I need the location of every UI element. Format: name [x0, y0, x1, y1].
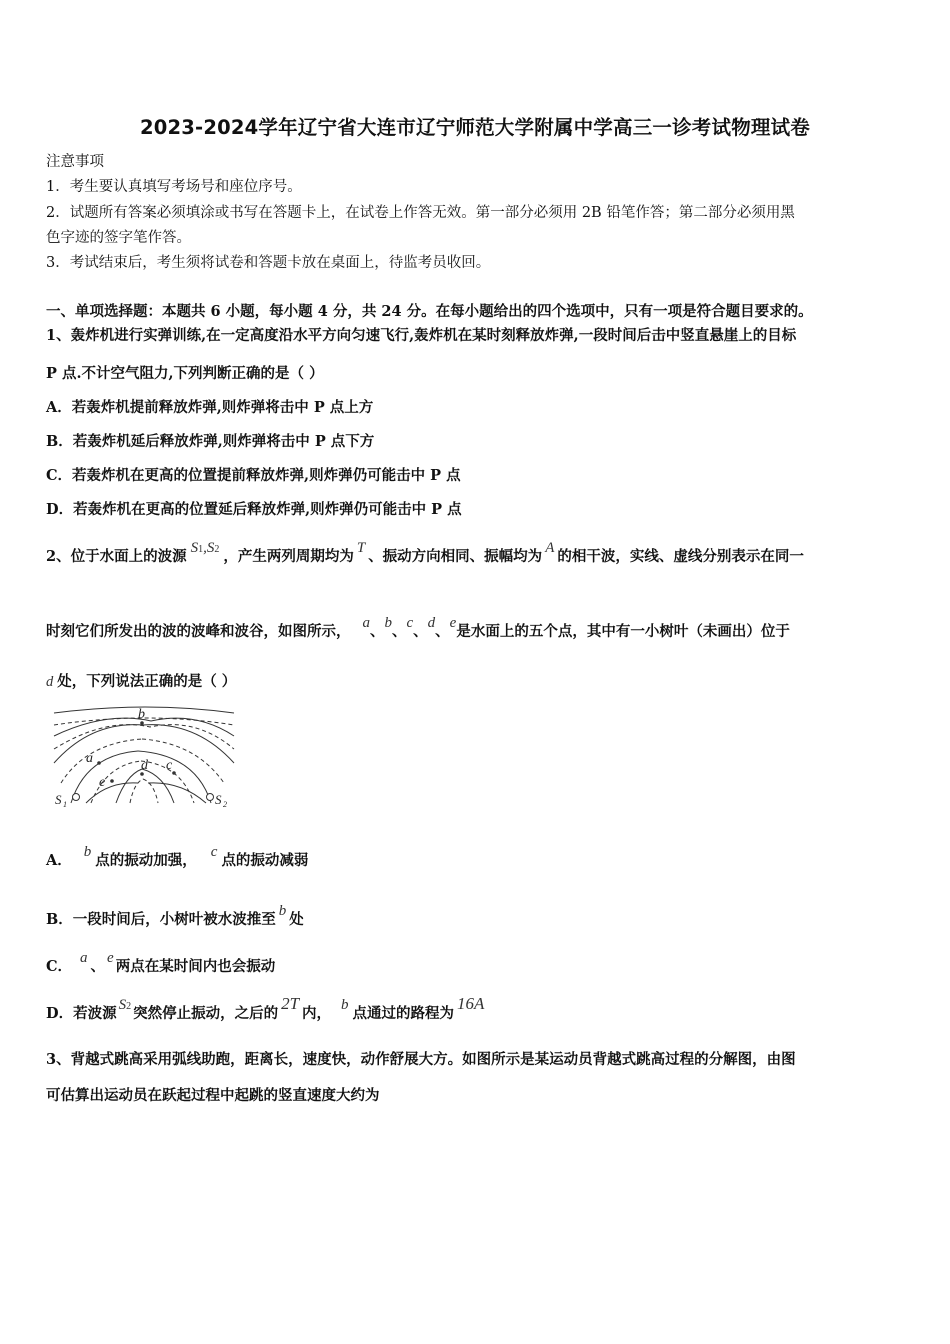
q2-option-b-b: b [278, 903, 287, 919]
q3-stem-line1: 3、背越式跳高采用弧线助跑，距离长，速度快，动作舒展大方。如图所示是某运动员背越式跳高过程的分解图，由图 [46, 1051, 796, 1068]
wave-crest-s2-4 [138, 751, 211, 803]
q2-option-b: B．一段时间后，小树叶被水波推至 b 处 [46, 903, 304, 928]
notes-item-2-cont: 色字迹的签字笔作答。 [46, 230, 191, 246]
diagram-label-d: d [141, 758, 148, 773]
q2-option-a: A． b 点的振动加强， c 点的振动减弱 [46, 844, 309, 869]
q3-stem-line2: 可估算出运动员在跃起过程中起跳的竖直速度大约为 [46, 1087, 380, 1104]
wave-crest-s2-5 [142, 769, 174, 803]
diagram-label-s2: S [215, 792, 222, 807]
wave-crest-s2-3 [143, 725, 234, 763]
q2-amplitude-symbol: A [545, 540, 555, 556]
q2-option-d-16a: 16A [457, 994, 485, 1013]
wave-trough-s2-3 [142, 739, 224, 783]
point-c-dot [172, 771, 176, 775]
diagram-label-c: c [166, 758, 173, 773]
q2-option-c-a: a [80, 950, 88, 966]
q2-period-symbol: T [356, 540, 366, 556]
notes-item-2: 2．试题所有答案必须填涂或书写在答题卡上，在试卷上作答无效。第一部分必须用 2B 铅笔作答；第二部分必须用黑 [46, 205, 795, 221]
q1-option-d: D．若轰炸机在更高的位置延后释放炸弹,则炸弹仍可能击中 P 点 [46, 501, 462, 518]
q2-sources-symbol: S1,S2 [190, 540, 220, 556]
q2-stem-text-g: 处，下列说法正确的是（ ） [57, 673, 237, 690]
point-e-dot [110, 779, 114, 783]
diagram-label-s1: S [55, 792, 62, 807]
source-s2-dot [207, 794, 214, 801]
q2-stem-line3 [46, 672, 236, 692]
q2-point-c: c [406, 615, 414, 631]
page-title: 2023-2024学年辽宁省大连市辽宁师范大学附属中学高三一诊考试物理试卷 [139, 116, 811, 139]
q1-option-a: A．若轰炸机提前释放炸弹,则炸弹将击中 P 点上方 [46, 399, 374, 416]
notes-item-3: 3．考试结束后，考生须将试卷和答题卡放在桌面上，待监考员收回。 [46, 255, 491, 271]
q2-option-d-2t: 2T [281, 994, 300, 1013]
q2-stem-text-c: 、振动方向相同、振幅均为 [368, 548, 543, 565]
q2-option-d: D．若波源 S2 突然停止振动，之后的2T内， b 点通过的路程为16A [46, 994, 485, 1022]
point-a-dot [97, 761, 101, 765]
q2-option-c-e: e [107, 950, 114, 966]
q2-option-a-b: b [83, 844, 92, 860]
notes-item-1: 1．考生要认真填写考场号和座位序号。 [46, 179, 302, 195]
q2-point-b: b [384, 615, 392, 631]
wave-interference-diagram [46, 703, 246, 813]
q2-point-d-ref: d [46, 674, 54, 690]
q2-option-d-s2: S2 [118, 997, 132, 1013]
q2-stem-line1 [46, 540, 804, 569]
q2-option-a-c: c [210, 844, 218, 860]
wave-trough-2 [54, 725, 234, 749]
source-s1-dot [73, 794, 80, 801]
q2-point-e: e [449, 615, 457, 631]
wave-crest-s1-5 [116, 769, 142, 803]
q2-option-d-b: b [341, 997, 349, 1013]
wave-crest-inner-right [148, 783, 206, 803]
q1-option-c: C．若轰炸机在更高的位置提前释放炸弹,则炸弹仍可能击中 P 点 [46, 467, 461, 484]
q2-stem-text-b: ，产生两列周期均为 [223, 548, 354, 565]
q1-stem-line2: P 点.不计空气阻力,下列判断正确的是（ ） [46, 365, 324, 382]
q2-point-a: a [362, 615, 370, 631]
q1-option-b: B．若轰炸机延后释放炸弹,则炸弹将击中 P 点下方 [46, 433, 375, 450]
q2-stem-text-d: 的相干波，实线、虚线分别表示在同一 [557, 548, 804, 565]
q2-point-d: d [427, 615, 436, 631]
diagram-label-s2-sub: 2 [223, 800, 227, 809]
q2-stem-text-f: 是水面上的五个点，其中有一小树叶（未画出）位于 [456, 623, 790, 640]
notes-heading: 注意事项 [46, 154, 104, 170]
diagram-label-b: b [138, 707, 145, 722]
diagram-label-a: a [86, 751, 93, 766]
q2-option-c: C． a 、 e 两点在某时间内也会振动 [46, 950, 276, 975]
diagram-label-s1-sub: 1 [63, 800, 67, 809]
q2-stem-line2: 时刻它们所发出的波的波峰和波谷，如图所示， a、b、c、d、e是水面上的五个点，其中有一小树叶（未画出）位于 [46, 615, 790, 640]
q1-stem-line1: 1、轰炸机进行实弹训练,在一定高度沿水平方向匀速飞行,轰炸机在某时刻释放炸弹,一段时间后击中竖直悬崖上的目标 [46, 327, 797, 344]
section-heading: 一、单项选择题：本题共 6 小题，每小题 4 分，共 24 分。在每小题给出的四个选项中，只有一项是符合题目要求的。 [46, 303, 813, 320]
diagram-label-e: e [99, 775, 106, 790]
q2-stem-text-e: 时刻它们所发出的波的波峰和波谷，如图所示， [46, 623, 351, 640]
q2-stem-text-a: 2、位于水面上的波源 [46, 548, 187, 565]
